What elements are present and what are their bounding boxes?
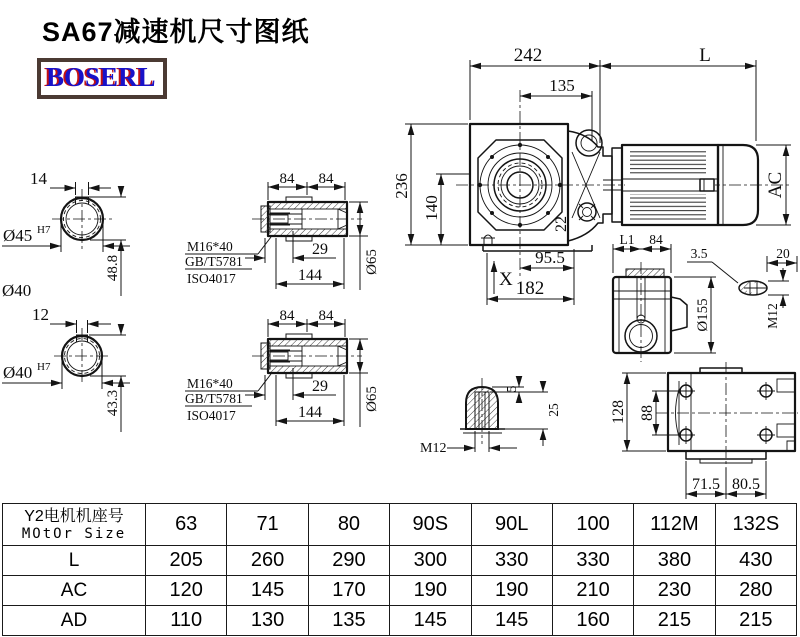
bolt-hole <box>677 382 695 400</box>
table-cell: 145 <box>390 606 471 636</box>
table-cell: 330 <box>471 546 552 576</box>
table-cell: 300 <box>390 546 471 576</box>
dim-key-width-14: 14 <box>30 169 47 188</box>
dim-M12-thread: M12 <box>765 303 780 329</box>
dim-L: L <box>699 45 711 66</box>
dim-AC: AC <box>765 171 786 199</box>
table-cell: 190 <box>471 576 552 606</box>
bolt-hole <box>677 426 695 444</box>
row-label: L <box>3 546 146 576</box>
page-title: SA67减速机尺寸图纸 <box>42 17 310 47</box>
dim-5: 5 <box>504 385 519 393</box>
table-row <box>3 606 797 636</box>
dim-144: 144 <box>298 404 322 421</box>
view-keyway-detail <box>420 378 561 456</box>
dim-20: 20 <box>776 246 790 261</box>
view-hollow-shaft-2 <box>185 308 380 427</box>
dim-144: 144 <box>298 267 322 284</box>
table-cell: 260 <box>227 546 308 576</box>
table-cell: 130 <box>227 606 308 636</box>
label-iso-standard: ISO4017 <box>187 408 236 423</box>
dim-22: 22 <box>553 216 570 232</box>
table-cell: 215 <box>715 606 796 636</box>
table-cell: 380 <box>634 546 715 576</box>
dim-84-a: 84 <box>279 308 295 324</box>
dim-80-5: 80.5 <box>732 476 760 493</box>
dim-dia-65: Ø65 <box>364 386 380 412</box>
dim-L1: L1 <box>619 232 635 247</box>
table-cell: 290 <box>308 546 389 576</box>
dim-bore-45-tolerance: H7 <box>37 224 51 236</box>
table-cell: 190 <box>390 576 471 606</box>
table-cell: 210 <box>552 576 633 606</box>
column-header: 80 <box>308 504 389 546</box>
column-header: 132S <box>715 504 796 546</box>
dim-95-5: 95.5 <box>535 248 565 267</box>
dim-128: 128 <box>610 400 627 424</box>
dim-25: 25 <box>546 403 561 417</box>
boserl-logo-text: BOSERL <box>46 62 156 92</box>
table-cell: 110 <box>146 606 227 636</box>
column-header: 63 <box>146 504 227 546</box>
table-cell: 330 <box>552 546 633 576</box>
label-bolt-spec: M16*40 <box>187 239 233 254</box>
table-cell: 160 <box>552 606 633 636</box>
table-header-row <box>3 504 797 546</box>
column-header: 90L <box>471 504 552 546</box>
dim-bore-40-tolerance: H7 <box>37 361 51 373</box>
dimension-table <box>2 503 797 636</box>
dim-84-b: 84 <box>318 171 334 187</box>
motor-size-header <box>3 504 146 546</box>
row-label: AD <box>3 606 146 636</box>
dim-135: 135 <box>549 76 575 95</box>
view-main-gearmotor <box>392 45 792 305</box>
view-bore-section-40 <box>2 305 130 432</box>
dim-bore-40: Ø40 <box>3 363 33 382</box>
view-bore-section-45 <box>2 169 130 296</box>
label-X-direction: X <box>499 269 513 290</box>
bolt-hole <box>757 426 775 444</box>
table-cell: 205 <box>146 546 227 576</box>
dim-84-b: 84 <box>318 308 334 324</box>
label-gb-standard: GB/T5781 <box>185 391 243 406</box>
dim-key-width-12: 12 <box>32 305 49 324</box>
dim-dia-155: Ø155 <box>695 298 711 332</box>
label-bolt-spec: M16*40 <box>187 376 233 391</box>
view-gearbox-side <box>613 232 797 362</box>
column-header: 112M <box>634 504 715 546</box>
table-cell: 280 <box>715 576 796 606</box>
motor-size-header-cn: Y2电机机座号 <box>24 507 124 525</box>
table-cell: 430 <box>715 546 796 576</box>
dim-height-43-3: 43.3 <box>105 389 121 417</box>
dim-140: 140 <box>422 195 441 221</box>
table-cell: 215 <box>634 606 715 636</box>
table-cell: 145 <box>471 606 552 636</box>
dim-bore-45: Ø45 <box>3 226 33 245</box>
dim-84-a: 84 <box>279 171 295 187</box>
row-label: AC <box>3 576 146 606</box>
label-gb-standard: GB/T5781 <box>185 254 243 269</box>
dim-3-5: 3.5 <box>690 246 708 261</box>
dim-84: 84 <box>649 232 663 247</box>
dim-236: 236 <box>392 173 411 199</box>
dim-182: 182 <box>515 278 545 299</box>
table-row <box>3 576 797 606</box>
dim-71-5: 71.5 <box>692 476 720 493</box>
table-row <box>3 546 797 576</box>
table-cell: 135 <box>308 606 389 636</box>
dim-M12-key: M12 <box>420 441 447 456</box>
dim-height-48-8: 48.8 <box>105 254 121 282</box>
view-hollow-shaft-1 <box>185 171 380 290</box>
table-cell: 170 <box>308 576 389 606</box>
boserl-logo <box>37 58 167 99</box>
table-cell: 230 <box>634 576 715 606</box>
column-header: 71 <box>227 504 308 546</box>
table-cell: 120 <box>146 576 227 606</box>
table-cell: 145 <box>227 576 308 606</box>
bolt-hole <box>757 382 775 400</box>
dim-242: 242 <box>513 45 543 66</box>
label-solid-shaft-40: Ø40 <box>2 281 32 300</box>
dim-29: 29 <box>312 378 328 395</box>
view-mounting-face <box>610 362 798 499</box>
motor-size-header-en: MOtOr Size <box>21 526 127 543</box>
dim-29: 29 <box>312 241 328 258</box>
column-header: 90S <box>390 504 471 546</box>
dim-88: 88 <box>639 405 656 421</box>
label-iso-standard: ISO4017 <box>187 271 236 286</box>
column-header: 100 <box>552 504 633 546</box>
dim-dia-65: Ø65 <box>364 249 380 275</box>
